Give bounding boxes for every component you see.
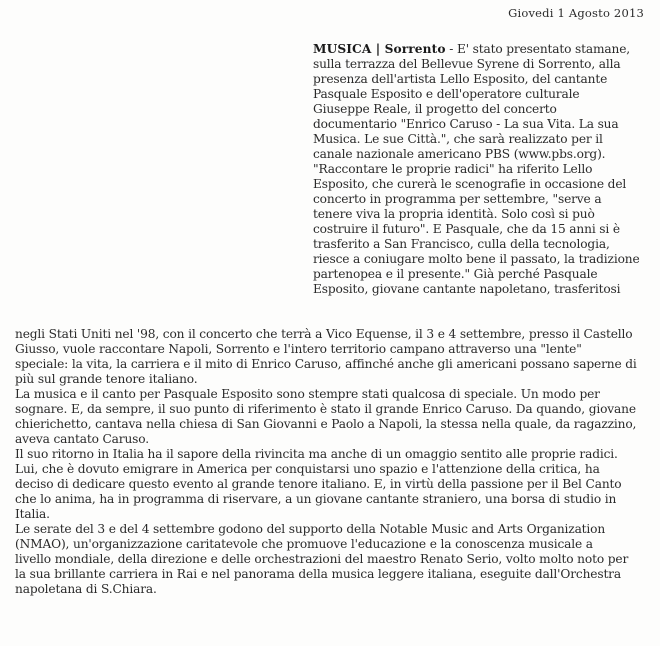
article-line: concerto in programma per settembre, "serve a [313, 192, 602, 206]
article-line: più sul grande tenore italiano. [15, 372, 198, 386]
article-line: Giuseppe Reale, il progetto del concerto [313, 102, 557, 116]
article-line: Giusso, vuole raccontare Napoli, Sorrento e l'intero territorio campano attraverso una "lente" [15, 342, 582, 356]
article-line: Musica. Le sue Città.", che sarà realizzato per il [313, 132, 603, 146]
article-line: sulla terrazza del Bellevue Syrene di Sorrento, alla [313, 57, 621, 71]
article-line: riesce a coniugare molto bene il passato, la tradizione [313, 252, 640, 266]
article-full-width-body [15, 327, 647, 597]
article-line: napoletana di S.Chiara. [15, 582, 157, 596]
article-line: chierichetto, cantava nella chiesa di San Giovanni e Paolo a Napoli, la stessa nella quale, da ragazzino, [15, 417, 637, 431]
article-line: negli Stati Uniti nel '98, con il concerto che terrà a Vico Equense, il 3 e 4 settembre, presso il Castello [15, 327, 633, 341]
article-line [313, 42, 643, 57]
article-right-column [313, 42, 643, 297]
article-line: Italia. [15, 507, 50, 521]
article-line: La musica e il canto per Pasquale Esposito sono stempre stati qualcosa di speciale. Un modo per [15, 387, 600, 401]
article-line: documentario "Enrico Caruso - La sua Vita. La sua [313, 117, 619, 131]
publication-date: Giovedi 1 Agosto 2013 [508, 6, 644, 20]
article-line: Esposito, che curerà le scenografie in occasione del [313, 177, 627, 191]
article-line: costruire il futuro". E Pasquale, che da 15 anni si è [313, 222, 620, 236]
article-line: partenopea e il presente." Già perché Pasquale [313, 267, 598, 281]
article-line: la sua brillante carriera in Rai e nel panorama della musica leggere italiana, eseguite dall'Orchestra [15, 567, 621, 581]
article-line: deciso di dedicare questo evento al grande tenore italiano. E, in virtù della passione per il Bel Canto [15, 477, 622, 491]
article-line: canale nazionale americano PBS (www.pbs.org). [313, 147, 606, 161]
article-line: Esposito, giovane cantante napoletano, trasferitosi [313, 282, 621, 296]
article-line-text: - E' stato presentato stamane, [445, 42, 631, 56]
article-line: aveva cantato Caruso. [15, 432, 149, 446]
article-line: speciale: la vita, la carriera e il mito di Enrico Caruso, affinché anche gli americani possano saperne di [15, 357, 637, 371]
article-line: livello mondiale, della direzione e delle orchestrazioni del maestro Renato Serio, volto molto noto per [15, 552, 629, 566]
article-line: Lui, che è dovuto emigrare in America per conquistarsi uno spazio e l'attenzione della critica, ha [15, 462, 600, 476]
article-line: Il suo ritorno in Italia ha il sapore della rivincita ma anche di un omaggio sentito alle proprie radici. [15, 447, 618, 461]
article-kicker: MUSICA | Sorrento [313, 42, 446, 56]
article-line: Pasquale Esposito e dell'operatore culturale [313, 87, 580, 101]
article-line: sognare. E, da sempre, il suo punto di riferimento è stato il grande Enrico Caruso. Da quando, giovane [15, 402, 636, 416]
article-line: presenza dell'artista Lello Esposito, del cantante [313, 72, 608, 86]
article-line: (NMAO), un'organizzazione caritatevole che promuove l'educazione e la conoscenza musicale a [15, 537, 593, 551]
article-line: che lo anima, ha in programma di riservare, a un giovane cantante straniero, una borsa di studio in [15, 492, 617, 506]
article-line: trasferito a San Francisco, culla della tecnologia, [313, 237, 610, 251]
article-line: tenere viva la propria identità. Solo così si può [313, 207, 595, 221]
article-line: "Raccontare le proprie radici" ha riferito Lello [313, 162, 593, 176]
article-line: Le serate del 3 e del 4 settembre godono del supporto della Notable Music and Arts Organization [15, 522, 606, 536]
